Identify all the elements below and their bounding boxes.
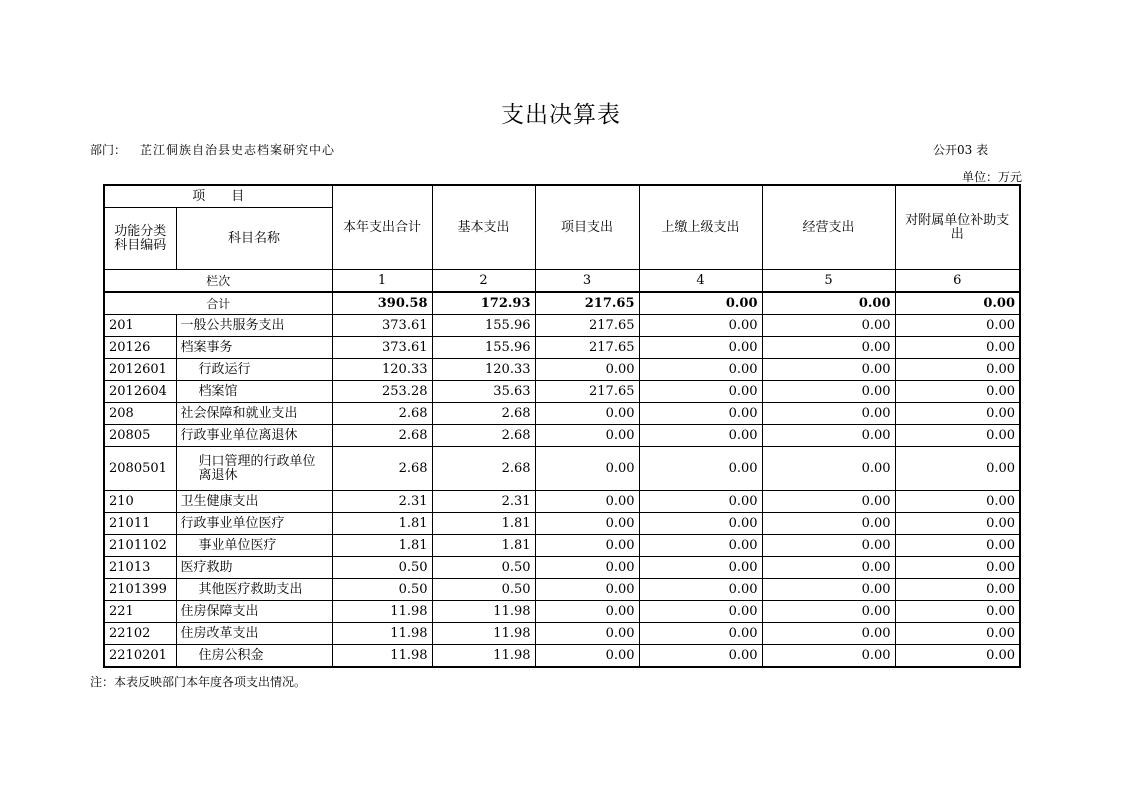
row-code: 22102 (104, 623, 176, 645)
table-row (104, 491, 1020, 513)
row-value: 1.81 (332, 513, 432, 535)
row-value: 0.00 (639, 403, 762, 425)
row-code: 21013 (104, 557, 176, 579)
table-row (104, 557, 1020, 579)
row-code: 2101399 (104, 579, 176, 601)
row-value: 0.00 (895, 645, 1020, 668)
row-value: 0.00 (762, 645, 895, 668)
row-name: 归口管理的行政单位离退休 (176, 447, 332, 491)
row-code: 20126 (104, 337, 176, 359)
header-function-code: 功能分类科目编码 (104, 208, 176, 270)
row-value: 217.65 (535, 337, 639, 359)
row-value: 0.00 (895, 579, 1020, 601)
row-value: 11.98 (432, 601, 535, 623)
row-name: 住房公积金 (176, 645, 332, 668)
table-row (104, 337, 1020, 359)
row-value: 0.00 (895, 623, 1020, 645)
row-value: 0.00 (535, 645, 639, 668)
table-row (104, 645, 1020, 668)
column-label: 栏次 (104, 270, 332, 293)
row-value: 1.81 (332, 535, 432, 557)
row-value: 0.00 (762, 491, 895, 513)
row-value: 2.68 (432, 425, 535, 447)
row-value: 0.50 (432, 557, 535, 579)
row-code: 208 (104, 403, 176, 425)
row-name: 其他医疗救助支出 (176, 579, 332, 601)
header-business: 经营支出 (762, 185, 895, 270)
row-value: 0.00 (535, 447, 639, 491)
row-value: 120.33 (432, 359, 535, 381)
page-title: 支出决算表 (501, 102, 621, 128)
row-value: 0.00 (895, 557, 1020, 579)
row-value: 11.98 (432, 645, 535, 668)
row-name: 行政事业单位医疗 (176, 513, 332, 535)
row-value: 0.50 (432, 579, 535, 601)
row-value: 0.00 (895, 315, 1020, 337)
column-number: 2 (432, 270, 535, 293)
row-value: 0.00 (895, 491, 1020, 513)
row-value: 0.00 (639, 623, 762, 645)
row-value: 0.00 (639, 513, 762, 535)
row-name: 行政运行 (176, 359, 332, 381)
header-upper-level: 上缴上级支出 (639, 185, 762, 270)
row-name: 社会保障和就业支出 (176, 403, 332, 425)
row-value: 217.65 (535, 381, 639, 403)
row-value: 120.33 (332, 359, 432, 381)
row-value: 0.00 (639, 491, 762, 513)
table-row (104, 403, 1020, 425)
column-number: 3 (535, 270, 639, 293)
row-value: 2.68 (332, 425, 432, 447)
row-value: 217.65 (535, 315, 639, 337)
row-value: 0.00 (762, 535, 895, 557)
table-row (104, 535, 1020, 557)
row-value: 0.00 (535, 425, 639, 447)
row-value: 0.00 (895, 513, 1020, 535)
row-value: 0.00 (762, 447, 895, 491)
header-basic: 基本支出 (432, 185, 535, 270)
row-value: 0.00 (762, 513, 895, 535)
row-value: 2.68 (432, 447, 535, 491)
row-name: 档案事务 (176, 337, 332, 359)
total-value: 390.58 (332, 292, 432, 315)
row-value: 0.00 (895, 601, 1020, 623)
row-value: 0.00 (535, 359, 639, 381)
row-value: 373.61 (332, 337, 432, 359)
row-value: 1.81 (432, 535, 535, 557)
row-value: 0.00 (639, 425, 762, 447)
total-value: 217.65 (535, 292, 639, 315)
row-code: 201 (104, 315, 176, 337)
column-number: 5 (762, 270, 895, 293)
row-code: 20805 (104, 425, 176, 447)
row-name: 卫生健康支出 (176, 491, 332, 513)
row-value: 0.00 (762, 425, 895, 447)
row-value: 0.00 (639, 359, 762, 381)
row-code: 210 (104, 491, 176, 513)
row-code: 2210201 (104, 645, 176, 668)
row-code: 221 (104, 601, 176, 623)
table-row (104, 623, 1020, 645)
row-value: 0.00 (762, 623, 895, 645)
header-project-expenditure: 项目支出 (535, 185, 639, 270)
row-value: 0.00 (762, 359, 895, 381)
row-value: 0.00 (639, 645, 762, 668)
row-value: 2.68 (332, 447, 432, 491)
header-subject-name: 科目名称 (176, 208, 332, 270)
table-row (104, 513, 1020, 535)
header-total: 本年支出合计 (332, 185, 432, 270)
row-value: 0.00 (895, 403, 1020, 425)
row-name: 档案馆 (176, 381, 332, 403)
row-code: 2012604 (104, 381, 176, 403)
row-value: 0.50 (332, 579, 432, 601)
total-value: 0.00 (639, 292, 762, 315)
row-name: 一般公共服务支出 (176, 315, 332, 337)
row-value: 0.00 (535, 513, 639, 535)
row-value: 0.00 (639, 337, 762, 359)
row-value: 0.00 (639, 447, 762, 491)
row-value: 0.00 (639, 381, 762, 403)
row-value: 0.00 (895, 337, 1020, 359)
row-value: 0.00 (639, 601, 762, 623)
row-value: 0.00 (639, 535, 762, 557)
row-value: 0.00 (762, 315, 895, 337)
unit-label: 单位：万元 (962, 170, 1023, 184)
row-value: 155.96 (432, 315, 535, 337)
total-value: 172.93 (432, 292, 535, 315)
row-value: 0.00 (535, 403, 639, 425)
form-number: 公开03 表 (933, 143, 989, 157)
footnote: 注：本表反映部门本年度各项支出情况。 (90, 675, 307, 689)
row-value: 0.00 (762, 337, 895, 359)
row-name: 行政事业单位离退休 (176, 425, 332, 447)
row-value: 2.68 (432, 403, 535, 425)
row-value: 0.00 (762, 403, 895, 425)
table-row (104, 315, 1020, 337)
row-value: 0.00 (535, 491, 639, 513)
row-value: 0.00 (895, 535, 1020, 557)
row-name: 事业单位医疗 (176, 535, 332, 557)
row-value: 0.50 (332, 557, 432, 579)
row-value: 0.00 (535, 579, 639, 601)
department-label: 部门： (90, 143, 127, 157)
row-value: 0.00 (895, 359, 1020, 381)
row-value: 373.61 (332, 315, 432, 337)
expenditure-table (103, 184, 1021, 668)
row-value: 0.00 (895, 425, 1020, 447)
row-value: 2.31 (332, 491, 432, 513)
row-value: 0.00 (535, 557, 639, 579)
row-value: 1.81 (432, 513, 535, 535)
row-value: 253.28 (332, 381, 432, 403)
row-code: 2101102 (104, 535, 176, 557)
row-value: 0.00 (535, 601, 639, 623)
header-project: 项 目 (104, 185, 332, 208)
column-number: 1 (332, 270, 432, 293)
row-code: 2080501 (104, 447, 176, 491)
row-value: 0.00 (762, 557, 895, 579)
row-value: 35.63 (432, 381, 535, 403)
column-number: 6 (895, 270, 1020, 293)
row-value: 0.00 (639, 579, 762, 601)
row-value: 11.98 (332, 623, 432, 645)
table-row (104, 447, 1020, 491)
row-name: 住房保障支出 (176, 601, 332, 623)
table-row (104, 579, 1020, 601)
table-row (104, 381, 1020, 403)
row-value: 0.00 (895, 381, 1020, 403)
row-value: 0.00 (535, 623, 639, 645)
column-number: 4 (639, 270, 762, 293)
row-value: 0.00 (762, 601, 895, 623)
row-value: 0.00 (762, 579, 895, 601)
total-value: 0.00 (762, 292, 895, 315)
row-value: 0.00 (895, 447, 1020, 491)
row-value: 2.31 (432, 491, 535, 513)
row-name: 住房改革支出 (176, 623, 332, 645)
department-name: 芷江侗族自治县史志档案研究中心 (140, 143, 336, 157)
row-value: 11.98 (332, 645, 432, 668)
row-value: 155.96 (432, 337, 535, 359)
table-row (104, 601, 1020, 623)
row-name: 医疗救助 (176, 557, 332, 579)
table-row (104, 359, 1020, 381)
row-value: 11.98 (432, 623, 535, 645)
row-value: 11.98 (332, 601, 432, 623)
row-value: 0.00 (762, 381, 895, 403)
row-code: 21011 (104, 513, 176, 535)
row-value: 0.00 (639, 557, 762, 579)
row-value: 2.68 (332, 403, 432, 425)
total-label: 合计 (104, 292, 332, 315)
row-value: 0.00 (639, 315, 762, 337)
row-value: 0.00 (535, 535, 639, 557)
total-value: 0.00 (895, 292, 1020, 315)
table-row (104, 425, 1020, 447)
header-subsidy: 对附属单位补助支出 (895, 185, 1020, 270)
row-code: 2012601 (104, 359, 176, 381)
